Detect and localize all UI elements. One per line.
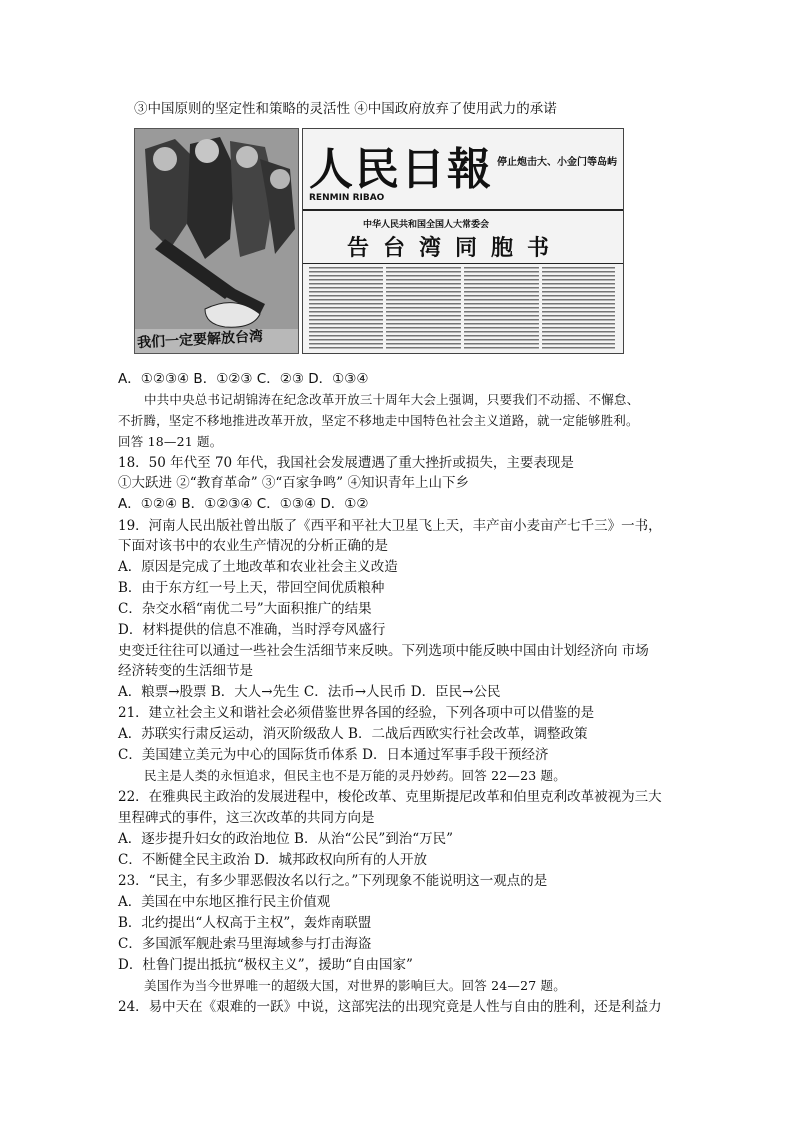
column-gap xyxy=(461,267,464,349)
question-19-stem: 下面对该书中的农业生产情况的分析正确的是 xyxy=(118,538,388,554)
material-text: 不折腾，坚定不移地推进改革开放，坚定不移地走中国特色社会主义道路，就一定能够胜利。 xyxy=(118,413,639,428)
question-23-option-b: B．北约提出“人权高于主权”，轰炸南联盟 xyxy=(118,915,372,931)
material-text: 美国作为当今世界唯一的超级大国，对世界的影响巨大。回答 24—27 题。 xyxy=(144,978,566,993)
newspaper-subhead: 中华人民共和国全国人大常委会 xyxy=(363,220,490,230)
question-19-option-a: A．原因是完成了土地改革和农业社会主义改造 xyxy=(118,559,398,575)
material-text: 中共中央总书记胡锦涛在纪念改革开放三十周年大会上强调，只要我们不动摇、不懈怠、 xyxy=(144,392,640,407)
question-23-option-d: D．杜鲁门提出抵抗“极权主义”，援助“自由国家” xyxy=(118,957,413,973)
question-19-stem: 19．河南人民出版社曾出版了《西平和平社大卫星飞上天，丰产亩小麦亩产七千三》一书， xyxy=(118,518,662,534)
question-18-choices: A．①②④ B．①②③④ C．①③④ D．①② xyxy=(118,496,369,512)
question-21-stem: 21．建立社会主义和谐社会必须借鉴世界各国的经验，下列各项中可以借鉴的是 xyxy=(118,705,595,721)
question-20-stem: 经济转变的生活细节是 xyxy=(118,663,253,679)
question-22-choices: A．逐步提升妇女的政治地位 B．从治“公民”到治“万民” xyxy=(118,831,454,847)
poster-caption: 我们一定要解放台湾 xyxy=(136,328,264,352)
question-23-option-a: A．美国在中东地区推行民主价值观 xyxy=(118,894,331,910)
question-24-stem: 24．易中天在《艰难的一跃》中说，这部宪法的出现究竟是人性与自由的胜利，还是利益力 xyxy=(118,999,662,1015)
question-21-choices: C．美国建立美元为中心的国际货币体系 D．日本通过军事手段干预经济 xyxy=(118,747,549,763)
newspaper-side-headline: 停止炮击大、小金门等岛屿 xyxy=(497,157,617,168)
question-22-stem: 22．在雅典民主政治的发展进程中，梭伦改革、克里斯提尼改革和伯里克利改革被视为三大 xyxy=(118,789,662,805)
question-22-stem: 里程碑式的事件，这三次改革的共同方向是 xyxy=(118,810,375,826)
question-18-items: ①大跃进 ②“教育革命” ③“百家争鸣” ④知识青年上山下乡 xyxy=(118,475,469,491)
column-gap xyxy=(383,267,386,349)
question-18-stem: 18．50 年代至 70 年代，我国社会发展遭遇了重大挫折或损失，主要表现是 xyxy=(118,455,574,471)
option-line: ③中国原则的坚定性和策略的灵活性 ④中国政府放弃了使用武力的承诺 xyxy=(134,101,557,117)
material-text: 民主是人类的永恒追求，但民主也不是万能的灵丹妙药。回答 22—23 题。 xyxy=(144,768,566,783)
newspaper-rule xyxy=(303,263,623,264)
question-22-choices: C．不断健全民主政治 D．城邦政权向所有的人开放 xyxy=(118,852,427,868)
question-19-option-d: D．材料提供的信息不准确，当时浮夸风盛行 xyxy=(118,622,386,638)
question-19-option-b: B．由于东方红一号上天，带回空间优质粮种 xyxy=(118,580,385,596)
answer-choices: A．①②③④ B．①②③ C．②③ D．①③④ xyxy=(118,371,369,387)
question-20-stem: 史变迁往往可以通过一些社会生活细节来反映。下列选项中能反映中国由计划经济向 市场 xyxy=(118,643,649,659)
soldiers-illustration xyxy=(135,129,298,353)
newspaper-headline: 告台湾同胞书 xyxy=(347,235,564,261)
question-21-choices: A．苏联实行肃反运动，消灭阶级敌人 B．二战后西欧实行社会改革，调整政策 xyxy=(118,726,588,742)
question-20-choices: A．粮票→股票 B．大人→先生 C．法币→人民币 D．臣民→公民 xyxy=(118,684,501,700)
newspaper-image xyxy=(302,128,624,354)
newspaper-masthead: 人民日報 xyxy=(309,144,493,195)
newspaper-pinyin: RENMIN RIBAO xyxy=(309,193,385,203)
propaganda-poster-image xyxy=(134,128,299,354)
newspaper-rule xyxy=(303,209,623,211)
question-23-stem: 23．“民主，有多少罪恶假汝名以行之。”下列现象不能说明这一观点的是 xyxy=(118,873,548,889)
column-gap xyxy=(539,267,542,349)
question-23-option-c: C．多国派军舰赴索马里海域参与打击海盗 xyxy=(118,936,372,952)
question-19-option-c: C．杂交水稻“南优二号”大面积推广的结果 xyxy=(118,601,372,617)
question-figure xyxy=(134,128,622,352)
material-text: 回答 18—21 题。 xyxy=(118,434,223,449)
